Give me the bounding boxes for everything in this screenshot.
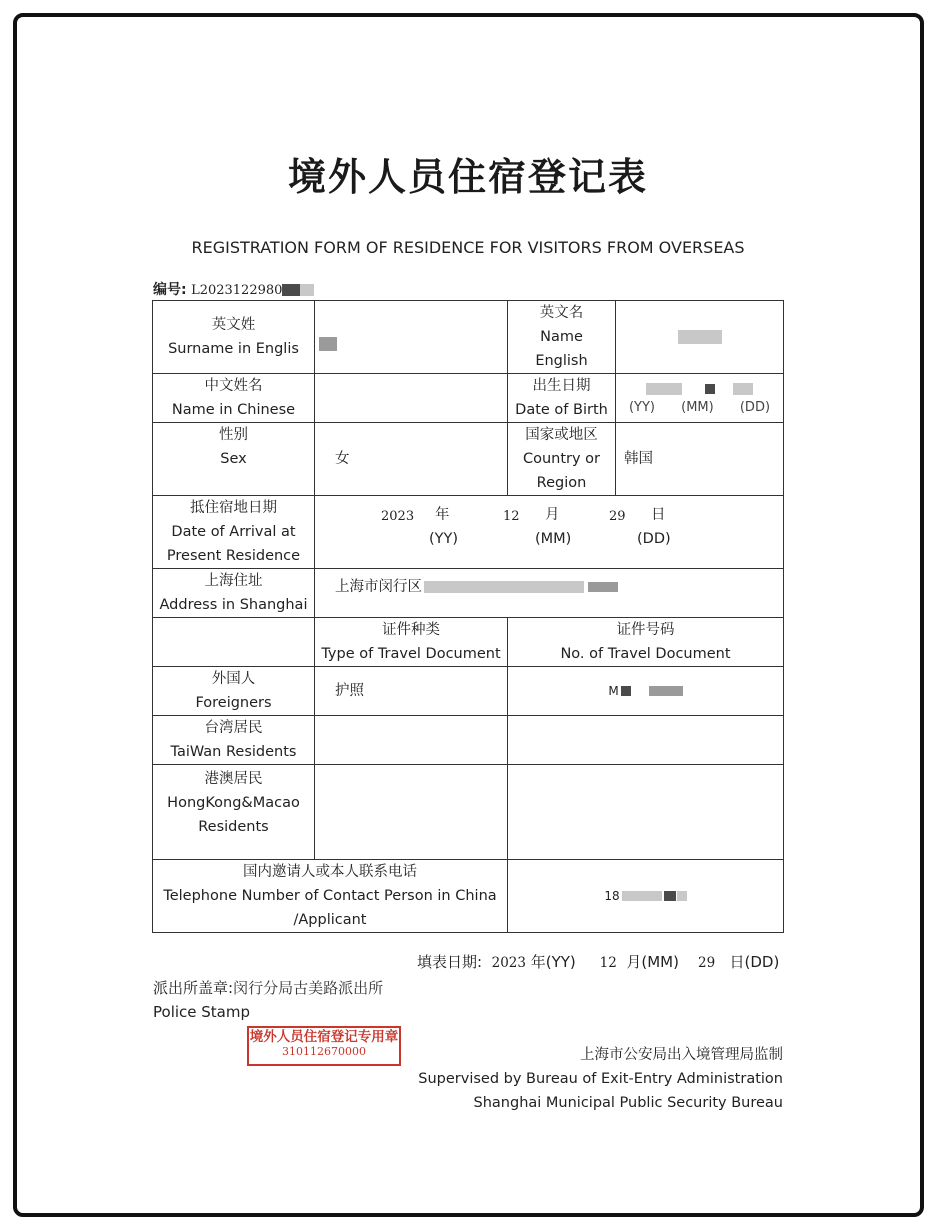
dob-yy-unit: (YY) — [628, 400, 655, 415]
redaction-block — [319, 337, 337, 351]
label-zh: 英文名 — [539, 305, 584, 321]
arrival-day: 29 — [609, 509, 626, 524]
table-row — [153, 569, 784, 618]
table-row — [153, 618, 784, 667]
arrival-day-unit: 日 — [651, 507, 666, 523]
surname-value — [315, 301, 508, 374]
country-label — [508, 423, 616, 496]
given-name-value — [616, 301, 784, 374]
label-en: Name in Chinese — [171, 402, 296, 418]
chinese-name-label — [153, 374, 315, 423]
dob-value — [616, 374, 784, 423]
label-en: Foreigners — [195, 695, 272, 711]
label-en: Country or — [522, 451, 601, 467]
arrival-yy-unit: (YY) — [429, 531, 459, 547]
police-label: 派出所盖章: — [153, 979, 234, 997]
table-row — [153, 423, 784, 496]
label-zh: 国内邀请人或本人联系电话 — [243, 864, 417, 880]
fill-date-month-unit: 月(MM) — [626, 953, 679, 971]
chinese-name-value — [315, 374, 508, 423]
police-stamp-section — [153, 976, 383, 1024]
dob-dd-unit: (DD) — [739, 400, 771, 415]
label-en: English — [535, 353, 588, 369]
fill-date-day: 29 — [698, 955, 716, 971]
stamp-code: 310112670000 — [282, 1045, 366, 1058]
address-value — [315, 569, 784, 618]
phone-value — [508, 860, 784, 933]
redaction-block — [677, 891, 687, 901]
label-en: Present Residence — [166, 548, 301, 564]
doc-number-header — [508, 618, 784, 667]
sex-label — [153, 423, 315, 496]
label-zh: 抵住宿地日期 — [190, 500, 277, 516]
arrival-year: 2023 — [381, 509, 415, 524]
phone-label — [153, 860, 508, 933]
label-zh: 外国人 — [211, 671, 256, 687]
serial-value: L2023122980 — [191, 283, 283, 298]
foreigners-doc-number — [508, 667, 784, 716]
label-zh: 港澳居民 — [204, 771, 263, 787]
label-en: Address in Shanghai — [159, 597, 308, 613]
label-zh: 证件号码 — [616, 622, 675, 638]
serial-number — [153, 279, 314, 299]
label-en: Telephone Number of Contact Person in China — [163, 888, 497, 904]
form-title: 境外人员住宿登记表 — [287, 155, 648, 199]
fill-date-year: 2023 — [491, 955, 526, 971]
label-zh: 上海住址 — [204, 573, 263, 589]
supervision-note — [418, 1043, 783, 1115]
label-zh: 英文姓 — [211, 317, 256, 333]
label-zh: 国家或地区 — [525, 427, 598, 443]
redaction-block — [300, 284, 314, 296]
doc-type-header — [315, 618, 508, 667]
label-en: Name — [540, 329, 583, 345]
phone-text: 18 — [604, 889, 620, 903]
table-row — [153, 716, 784, 765]
arrival-month-unit: 月 — [545, 507, 560, 523]
redaction-block — [588, 582, 618, 592]
label-en: Residents — [198, 819, 269, 835]
label-en: Surname in Englis — [168, 341, 299, 357]
taiwan-label — [153, 716, 315, 765]
table-row — [153, 496, 784, 569]
supervision-en-1: Supervised by Bureau of Exit-Entry Administration — [418, 1071, 783, 1087]
redaction-block — [733, 383, 753, 395]
serial-label: 编号: — [153, 282, 187, 298]
label-en: Sex — [220, 451, 247, 467]
redaction-block — [621, 686, 631, 696]
surname-label — [153, 301, 315, 374]
dob-label — [508, 374, 616, 423]
hkmacao-doc-number — [508, 765, 784, 860]
label-en: HongKong&Macao — [167, 795, 300, 811]
fill-date — [417, 951, 779, 972]
label-en: No. of Travel Document — [560, 646, 731, 662]
label-zh: 证件种类 — [382, 622, 440, 638]
taiwan-doc-type — [315, 716, 508, 765]
label-zh: 中文姓名 — [204, 378, 263, 394]
label-en: TaiWan Residents — [170, 744, 297, 760]
arrival-year-unit: 年 — [435, 507, 450, 523]
police-label-en: Police Stamp — [153, 1003, 250, 1021]
foreigners-doc-type: 护照 — [315, 667, 508, 716]
fill-date-year-unit: 年(YY) — [530, 953, 576, 971]
table-row — [153, 301, 784, 374]
address-text: 上海市闵行区 — [335, 579, 422, 595]
table-row — [153, 765, 784, 860]
arrival-label — [153, 496, 315, 569]
foreigners-label — [153, 667, 315, 716]
redaction-block — [664, 891, 676, 901]
fill-date-label: 填表日期: — [417, 953, 483, 971]
country-value: 韩国 — [616, 423, 784, 496]
given-name-label — [508, 301, 616, 374]
arrival-value — [315, 496, 784, 569]
doc-header-blank — [153, 618, 315, 667]
hkmacao-doc-type — [315, 765, 508, 860]
arrival-month: 12 — [503, 509, 520, 524]
stamp-title: 境外人员住宿登记专用章 — [249, 1029, 399, 1045]
label-en: Date of Arrival at — [171, 524, 296, 540]
sex-value: 女 — [315, 423, 508, 496]
label-en: Region — [536, 475, 587, 491]
label-en: /Applicant — [293, 912, 367, 928]
official-stamp — [247, 1026, 401, 1066]
police-station: 闵行分局古美路派出所 — [233, 979, 384, 997]
doc-number-text: M — [608, 684, 619, 698]
supervision-zh: 上海市公安局出入境管理局监制 — [580, 1047, 783, 1063]
redaction-block — [678, 330, 722, 344]
arrival-dd-unit: (DD) — [637, 531, 671, 547]
arrival-mm-unit: (MM) — [535, 531, 572, 547]
redaction-block — [705, 384, 715, 394]
table-row — [153, 860, 784, 933]
redaction-block — [282, 284, 300, 296]
redaction-block — [622, 891, 662, 901]
label-en: Type of Travel Document — [321, 646, 501, 662]
label-zh: 性别 — [219, 427, 248, 443]
dob-mm-unit: (MM) — [681, 400, 714, 415]
supervision-en-2: Shanghai Municipal Public Security Bureau — [473, 1095, 783, 1111]
address-label — [153, 569, 315, 618]
taiwan-doc-number — [508, 716, 784, 765]
label-zh: 出生日期 — [532, 378, 591, 394]
hkmacao-label — [153, 765, 315, 860]
redaction-block — [424, 581, 584, 593]
label-zh: 台湾居民 — [204, 720, 263, 736]
redaction-block — [649, 686, 683, 696]
table-row — [153, 374, 784, 423]
fill-date-month: 12 — [599, 955, 617, 971]
registration-table — [152, 300, 784, 933]
fill-date-day-unit: 日(DD) — [729, 953, 780, 971]
label-en: Date of Birth — [515, 402, 608, 418]
form-subtitle: REGISTRATION FORM OF RESIDENCE FOR VISITORS FROM OVERSEAS — [191, 238, 745, 257]
table-row — [153, 667, 784, 716]
redaction-block — [646, 383, 682, 395]
